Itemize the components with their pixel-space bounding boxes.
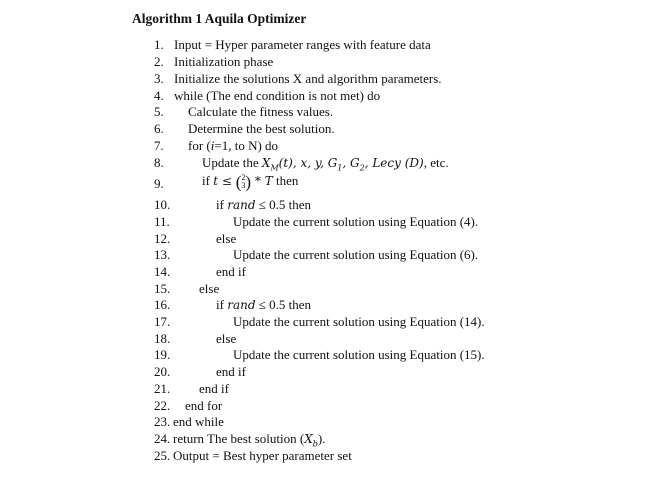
text-segment: Update the xyxy=(202,155,262,170)
line-text: end if xyxy=(216,364,246,379)
math-variable: rand xyxy=(227,298,256,312)
line-number: 20. xyxy=(154,364,171,379)
line-text: while (The end condition is not met) do xyxy=(174,88,381,103)
math-subscript: M xyxy=(270,163,279,173)
line-number: 12. xyxy=(154,231,171,246)
line-text xyxy=(202,173,298,190)
math-expression: * T xyxy=(251,174,273,188)
line-number: 4. xyxy=(154,88,164,103)
line-number: 9. xyxy=(154,176,164,191)
math-symbol: X xyxy=(261,156,271,170)
line-text: Initialize the solutions X and algorithm parameters. xyxy=(174,71,442,86)
math-subscript: 2 xyxy=(359,163,365,173)
line-number: 17. xyxy=(154,314,171,329)
line-number: 22. xyxy=(154,398,171,413)
line-number: 1. xyxy=(154,37,164,52)
line-number: 5. xyxy=(154,104,164,119)
text-segment: ). xyxy=(317,431,326,446)
line-text: end for xyxy=(185,398,223,413)
line-text: end if xyxy=(199,381,229,396)
line-text: end if xyxy=(216,264,246,279)
math-symbol: X xyxy=(304,432,313,446)
math-variable: rand xyxy=(227,198,256,212)
right-paren: ) xyxy=(245,172,252,192)
line-text: Determine the best solution. xyxy=(188,121,335,136)
line-number: 2. xyxy=(154,54,164,69)
line-text xyxy=(216,197,311,213)
line-number: 7. xyxy=(154,138,164,153)
line-number: 24. xyxy=(154,431,171,446)
line-number: 14. xyxy=(154,264,171,279)
math-variable: i xyxy=(210,138,215,153)
line-number: 10. xyxy=(154,197,171,212)
line-text: end while xyxy=(173,414,224,429)
algorithm-title: Algorithm 1 Aquila Optimizer xyxy=(132,11,307,26)
text-segment: if xyxy=(216,197,228,212)
text-segment: then xyxy=(272,173,299,188)
line-text: Update the current solution using Equation (4). xyxy=(233,214,479,229)
math-subscript: b xyxy=(312,439,318,449)
line-text: Input = Hyper parameter ranges with feature data xyxy=(174,37,431,52)
line-text xyxy=(216,297,311,313)
line-text: Initialization phase xyxy=(174,54,274,69)
line-number: 25. xyxy=(154,448,171,463)
left-paren: ( xyxy=(235,172,242,192)
line-number: 13. xyxy=(154,247,171,262)
text-segment: for ( xyxy=(188,138,211,153)
fraction-denominator: 3 xyxy=(241,181,246,191)
text-segment: if xyxy=(202,173,214,188)
line-number: 3. xyxy=(154,71,164,86)
math-symbol: (t), x, y, G xyxy=(278,156,338,170)
line-text: Update the current solution using Equation (15). xyxy=(233,347,485,362)
text-segment: ≤ 0.5 then xyxy=(255,297,312,312)
math-symbol: , Lecy (D) xyxy=(364,156,424,170)
text-segment: , etc. xyxy=(423,155,449,170)
text-segment: =1, to N) do xyxy=(214,138,279,153)
math-subscript: 1 xyxy=(337,163,343,173)
line-number: 23. xyxy=(154,414,171,429)
line-text xyxy=(188,138,278,153)
line-text: else xyxy=(216,331,237,346)
fraction-numerator: 2 xyxy=(241,173,246,183)
math-expression xyxy=(304,432,318,449)
text-segment: return The best solution ( xyxy=(173,431,305,446)
math-expression: t ≤ xyxy=(213,174,236,188)
line-text: else xyxy=(216,231,237,246)
text-segment: ≤ 0.5 then xyxy=(255,197,312,212)
line-number: 15. xyxy=(154,281,171,296)
line-number: 19. xyxy=(154,347,171,362)
line-number: 21. xyxy=(154,381,171,396)
line-text: Calculate the fitness values. xyxy=(188,104,334,119)
math-expression xyxy=(261,156,424,173)
line-number: 8. xyxy=(154,155,164,170)
line-number: 11. xyxy=(154,214,170,229)
line-number: 18. xyxy=(154,331,171,346)
line-number: 6. xyxy=(154,121,164,136)
line-text: Output = Best hyper parameter set xyxy=(173,448,352,463)
math-symbol: , G xyxy=(342,156,360,170)
line-text: else xyxy=(199,281,220,296)
line-text: Update the current solution using Equation (14). xyxy=(233,314,485,329)
line-number: 16. xyxy=(154,297,171,312)
line-text: Update the current solution using Equation (6). xyxy=(233,247,479,262)
text-segment: if xyxy=(216,297,228,312)
